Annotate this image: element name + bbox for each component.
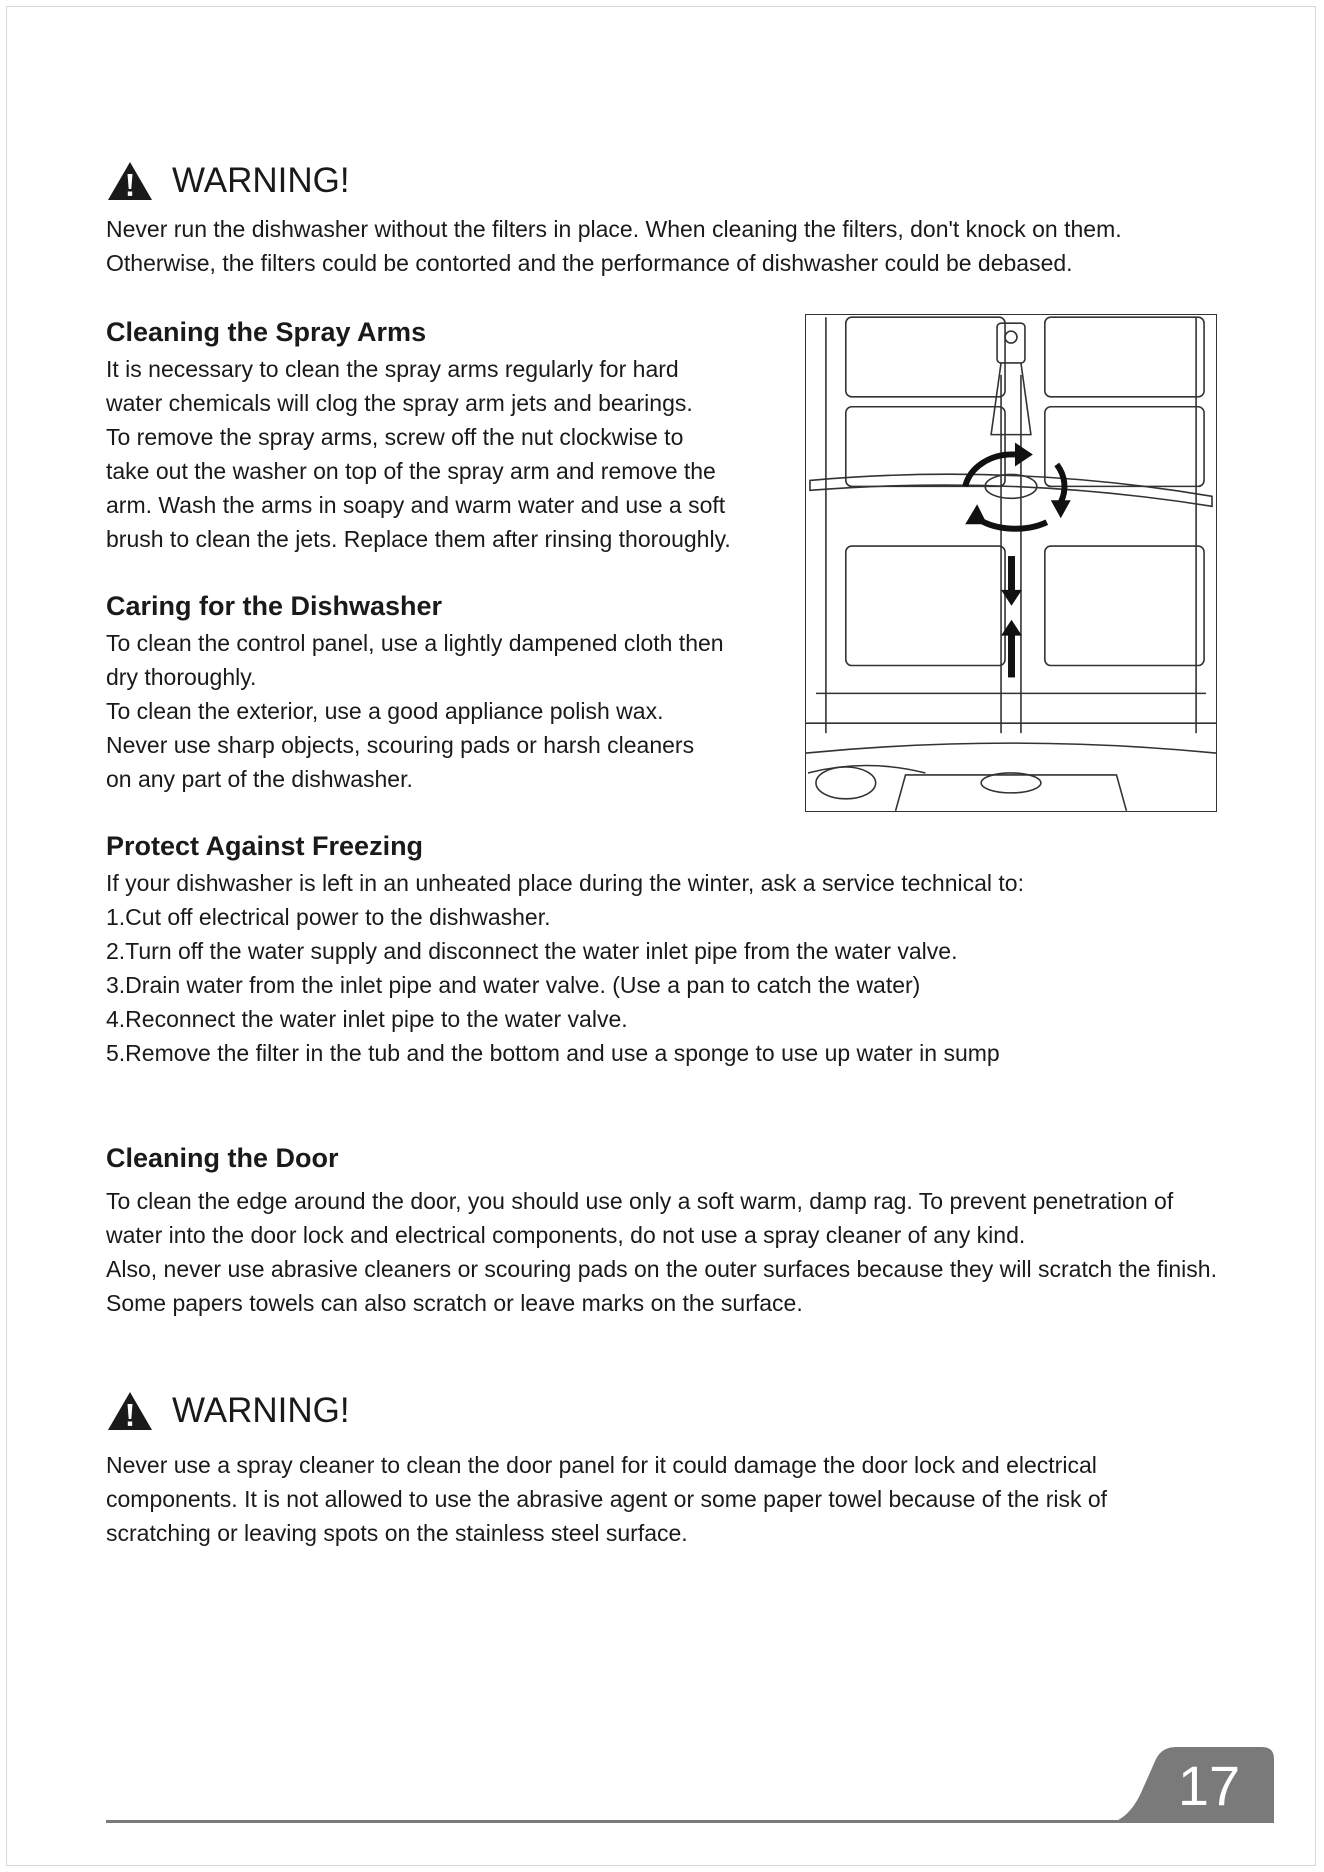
freezing-step: 2.Turn off the water supply and disconnect the water inlet pipe from the water valve. (106, 938, 958, 964)
warning-text: Never use a spray cleaner to clean the door panel for it could damage the door lock and electrical components. It is not allowed to use the abrasive agent or some paper towel because of the risk of scratching or leaving spots on the stainless steel surface. (106, 1452, 1108, 1546)
warning-text: Never run the dishwasher without the filters in place. When cleaning the filters, don't knock on them. Otherwise, the filters could be contorted and the performance of dishwasher could be debased. (106, 216, 1122, 276)
caring-line: dry thoroughly. (106, 664, 257, 690)
page-number: 17 (1177, 1754, 1241, 1817)
freezing-heading: Protect Against Freezing (106, 831, 424, 861)
door-heading: Cleaning the Door (106, 1143, 339, 1173)
door-section (106, 1140, 1218, 1320)
freezing-section (106, 828, 1218, 1070)
spray-arm-diagram (806, 315, 1216, 811)
footer-rule (106, 1820, 1146, 1823)
page-number-tab (1110, 1745, 1274, 1823)
caring-line: To clean the control panel, use a lightly dampened cloth then (106, 630, 724, 656)
spray-arms-line: brush to clean the jets. Replace them after rinsing thoroughly. (106, 526, 731, 552)
spray-arms-line: arm. Wash the arms in soapy and warm water and use a soft (106, 492, 726, 518)
warning-heading (106, 1390, 1218, 1432)
page-content (106, 160, 1218, 1550)
freezing-line: If your dishwasher is left in an unheated place during the winter, ask a service technical to: (106, 870, 1024, 896)
warning-triangle-icon (106, 160, 154, 202)
caring-heading: Caring for the Dishwasher (106, 591, 443, 621)
spray-arms-and-care-block (106, 314, 1218, 824)
door-paragraph: Also, never use abrasive cleaners or scouring pads on the outer surfaces because they will scratch the finish. Some papers towels can also scratch or leave marks on the surface. (106, 1256, 1217, 1316)
left-text-column (106, 314, 806, 796)
freezing-step: 1.Cut off electrical power to the dishwasher. (106, 904, 551, 930)
spray-arms-line: To remove the spray arms, screw off the nut clockwise to (106, 424, 684, 450)
spray-arm-illustration (805, 314, 1217, 812)
warning-title: WARNING! (172, 161, 350, 200)
warning-section-1 (106, 160, 1218, 280)
caring-line: To clean the exterior, use a good appliance polish wax. (106, 698, 664, 724)
warning-section-2 (106, 1390, 1218, 1550)
warning-triangle-icon (106, 1390, 154, 1432)
warning-heading (106, 160, 1218, 202)
warning-title: WARNING! (172, 1391, 350, 1430)
spray-arms-line: It is necessary to clean the spray arms regularly for hard (106, 356, 679, 382)
freezing-step: 3.Drain water from the inlet pipe and water valve. (Use a pan to catch the water) (106, 972, 921, 998)
caring-line: on any part of the dishwasher. (106, 766, 413, 792)
spray-arms-line: water chemicals will clog the spray arm jets and bearings. (106, 390, 693, 416)
freezing-step: 4.Reconnect the water inlet pipe to the water valve. (106, 1006, 628, 1032)
spray-arms-line: take out the washer on top of the spray arm and remove the (106, 458, 716, 484)
door-paragraph: To clean the edge around the door, you should use only a soft warm, damp rag. To prevent penetration of water into the door lock and electrical components, do not use a spray cleaner of any kind. (106, 1188, 1174, 1248)
spray-arms-heading: Cleaning the Spray Arms (106, 317, 427, 347)
caring-line: Never use sharp objects, scouring pads or harsh cleaners (106, 732, 695, 758)
freezing-step: 5.Remove the filter in the tub and the bottom and use a sponge to use up water in sump (106, 1040, 1000, 1066)
